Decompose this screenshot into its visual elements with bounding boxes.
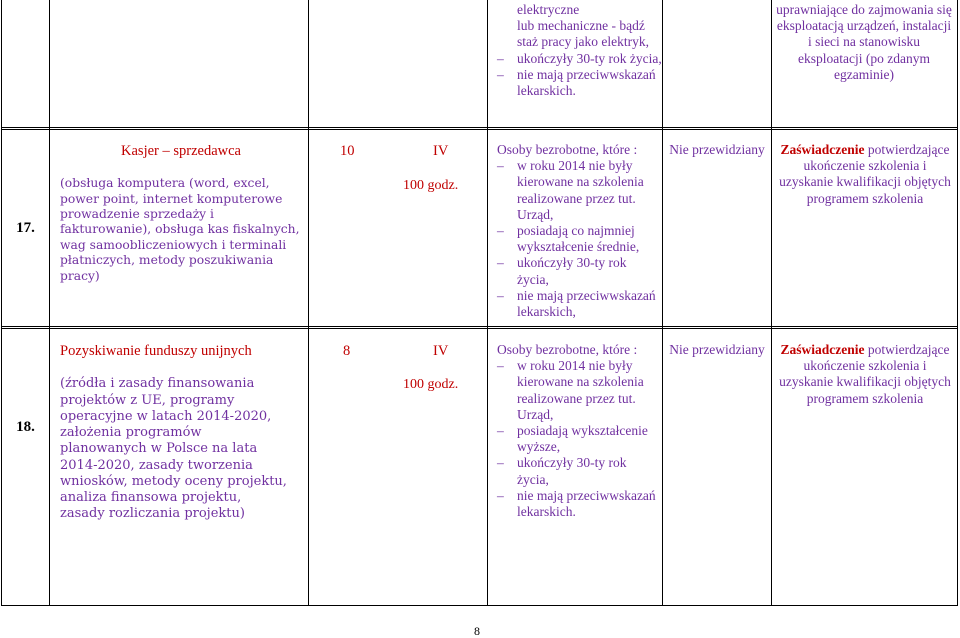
condition-item: – nie mają przeciwwskazań lekarskich, xyxy=(497,288,660,320)
conditions-cell xyxy=(497,342,660,520)
exam-info: Nie przewidziany xyxy=(669,142,765,157)
conditions-intro: Osoby bezrobotne, które : xyxy=(497,342,638,357)
exam-info: Nie przewidziany xyxy=(669,342,765,357)
row-number-text: 17. xyxy=(16,220,35,236)
certificate-cell xyxy=(778,142,952,207)
course-title: Pozyskiwanie funduszy unijnych xyxy=(60,343,252,359)
prev-condition-item: – ukończyły 30-ty rok życia, xyxy=(497,51,662,67)
condition-item: – ukończyły 30-ty rok życia, xyxy=(497,455,660,487)
conditions-cell xyxy=(497,142,660,320)
prev-condition-item: – nie mają przeciwwskazań lekarskich. xyxy=(497,67,662,99)
certificate-bold: Zaświadczenie xyxy=(780,142,865,157)
condition-item: – w roku 2014 nie były kierowane na szkolenia realizowane przez tut. Urząd, xyxy=(497,158,660,223)
prev-conditions-cell xyxy=(497,2,662,99)
condition-item: – posiadają co najmniej wykształcenie średnie, xyxy=(497,223,660,255)
prev-conditions-line: staż pracy jako elektryk, xyxy=(517,34,649,50)
course-cell xyxy=(60,143,302,284)
course-hours: 100 godz. xyxy=(403,377,459,392)
condition-item: – nie mają przeciwwskazań lekarskich. xyxy=(497,488,660,520)
course-title: Kasjer – sprzedawca xyxy=(121,143,241,159)
course-description: (źródła i zasady finansowania projektów z UE, programy operacyjne w latach 2014-2020, założenia programów planowanych w Polsce na lata 2014-2020, zasady tworzenia wniosków, metody oceny projektu, analiza finansowa projektu, zasady rozliczania projektu) xyxy=(60,376,287,522)
conditions-intro: Osoby bezrobotne, które : xyxy=(497,142,638,157)
row-number-text: 18. xyxy=(16,419,35,435)
condition-item: – ukończyły 30-ty rok życia, xyxy=(497,255,660,287)
prev-certificate-cell xyxy=(776,2,952,83)
row-number xyxy=(2,418,49,436)
certificate-rest: potwierdzające ukończenie szkolenia i uzyskanie kwalifikacji objętych programem szkolenia xyxy=(779,342,951,406)
condition-item: – w roku 2014 nie były kierowane na szkolenia realizowane przez tut. Urząd, xyxy=(497,358,660,423)
prev-conditions-line: lub mechaniczne - bądź xyxy=(517,18,645,34)
group-level: IV xyxy=(433,343,449,359)
page-number: 8 xyxy=(474,624,480,638)
row-number xyxy=(2,219,49,237)
certificate-bold: Zaświadczenie xyxy=(780,342,865,357)
participants-count: 8 xyxy=(343,343,351,359)
course-hours: 100 godz. xyxy=(403,178,459,193)
course-cell xyxy=(60,343,290,523)
group-level: IV xyxy=(433,143,449,159)
certificate-rest: potwierdzające ukończenie szkolenia i uzyskanie kwalifikacji objętych programem szkolenia xyxy=(779,142,951,206)
participants-count: 10 xyxy=(340,143,355,159)
certificate-cell xyxy=(778,342,952,407)
prev-certificate-text: uprawniające do zajmowania się eksploatacją urządzeń, instalacji i sieci na stanowisku eksploatacji (po zdanym egzaminie) xyxy=(776,2,952,82)
condition-item: – posiadają wykształcenie wyższe, xyxy=(497,423,660,455)
prev-conditions-line: elektryczne xyxy=(517,2,580,17)
course-description: (obsługa komputera (word, excel, power point, internet komputerowe prowadzenie sprzedaży i fakturowanie), obsługa kas fiskalnych, wag samoobliczeniowych i terminali płatniczych, metody poszukiwania pracy) xyxy=(60,176,300,283)
